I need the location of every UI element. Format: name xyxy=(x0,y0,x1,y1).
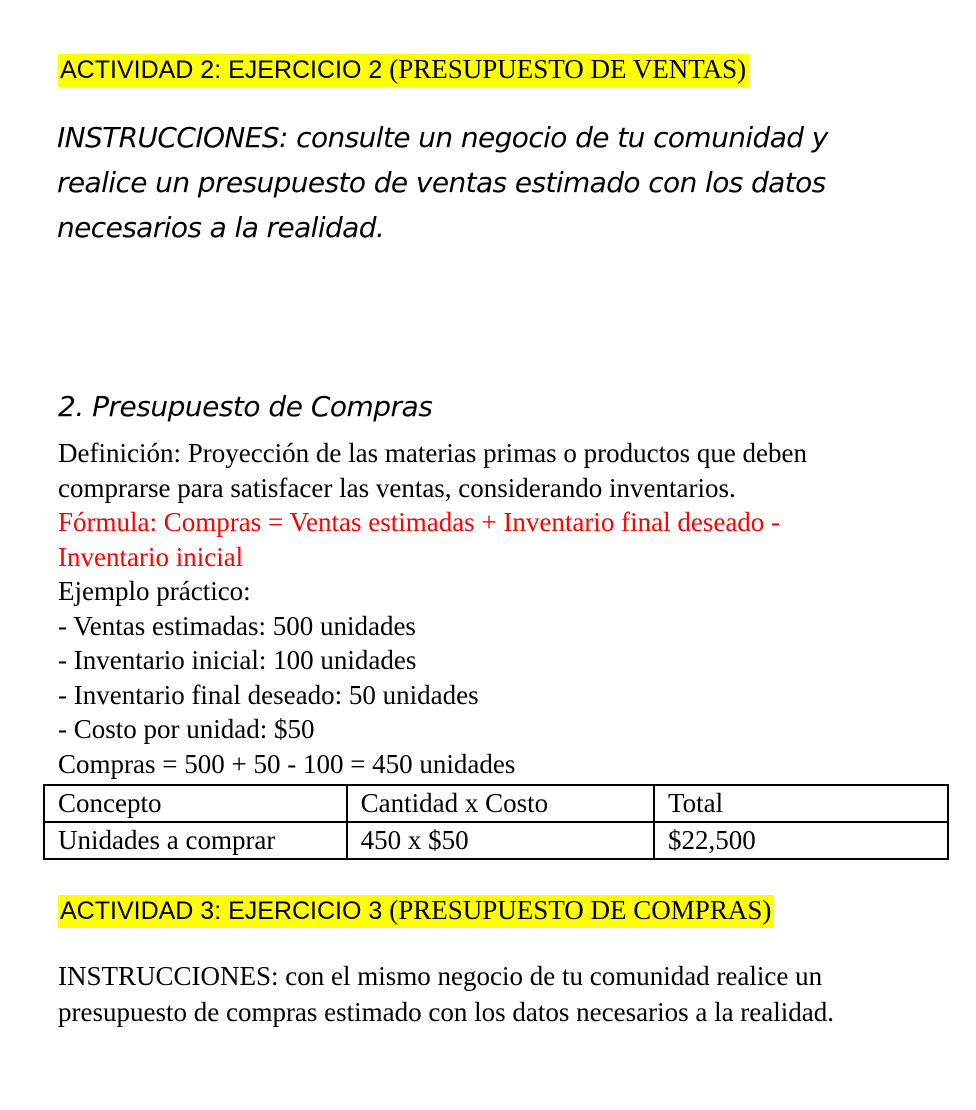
definition-line: comprarse para satisfacer las ventas, considerando inventarios. xyxy=(58,472,736,503)
activity-3-heading-label: ACTIVIDAD 3: EJERCICIO 3 xyxy=(60,897,390,925)
activity-3-highlight xyxy=(58,895,774,928)
instructions-serif-line: INSTRUCCIONES: con el mismo negocio de tu comunidad realice un xyxy=(58,961,823,991)
example-item: - Inventario final deseado: 50 unidades xyxy=(58,679,479,710)
table-row xyxy=(44,822,948,859)
section-title: 2. Presupuesto de Compras xyxy=(58,390,433,423)
table-cell: $22,500 xyxy=(654,822,948,859)
activity-3-heading-topic: (PRESUPUESTO DE COMPRAS) xyxy=(389,895,772,925)
activity-2-heading xyxy=(58,56,749,83)
activity-2-highlight xyxy=(58,54,749,87)
instructions-italic-line: necesarios a la realidad. xyxy=(57,211,385,244)
table-cell: 450 x $50 xyxy=(347,822,654,859)
instructions-italic xyxy=(57,115,828,250)
instructions-italic-line: INSTRUCCIONES: consulte un negocio de tu comunidad y xyxy=(57,121,828,154)
definition-line: Definición: Proyección de las materias primas o productos que deben xyxy=(58,438,808,468)
instructions-serif xyxy=(58,958,834,1030)
example-title: Ejemplo práctico: xyxy=(58,576,251,606)
instructions-italic-line: realice un presupuesto de ventas estimado con los datos xyxy=(57,166,826,199)
table-header-cell: Total xyxy=(654,785,948,822)
table-header-row xyxy=(44,785,948,822)
activity-2-heading-label: ACTIVIDAD 2: EJERCICIO 2 xyxy=(60,56,390,84)
formula-line: Fórmula: Compras = Ventas estimadas + Inventario final deseado - xyxy=(58,507,781,537)
calculation-line: Compras = 500 + 50 - 100 = 450 unidades xyxy=(58,748,516,779)
table-header-cell: Concepto xyxy=(44,785,347,822)
purchase-table xyxy=(43,784,949,860)
formula-line: Inventario inicial xyxy=(58,541,244,572)
instructions-serif-line: presupuesto de compras estimado con los datos necesarios a la realidad. xyxy=(58,997,834,1027)
example-item: - Ventas estimadas: 500 unidades xyxy=(58,610,416,641)
example-item: - Costo por unidad: $50 xyxy=(58,714,315,744)
example-item: - Inventario inicial: 100 unidades xyxy=(58,645,417,675)
section-body xyxy=(58,436,807,781)
table-cell: Unidades a comprar xyxy=(44,822,347,859)
activity-2-heading-topic: (PRESUPUESTO DE VENTAS) xyxy=(389,54,747,84)
activity-3-heading xyxy=(58,897,774,924)
table-header-cell: Cantidad x Costo xyxy=(347,785,654,822)
